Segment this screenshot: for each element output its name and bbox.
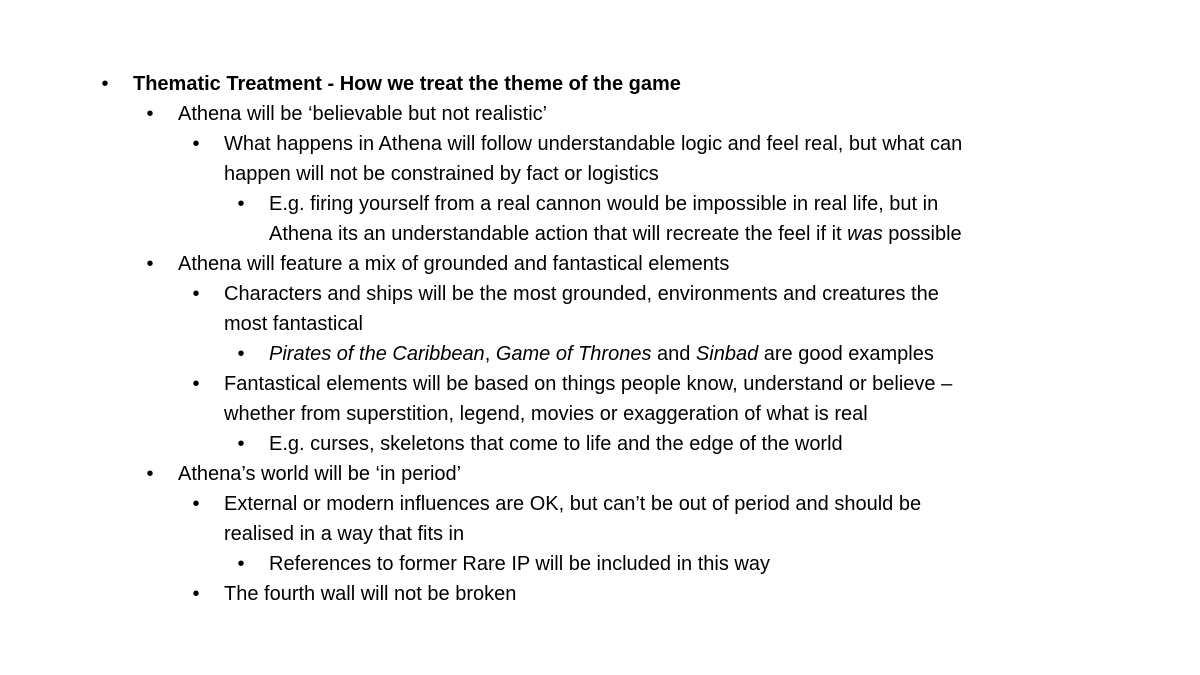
bullet-icon: • — [146, 463, 154, 485]
point-fourth-wall — [92, 579, 1172, 609]
heading-item — [92, 69, 1172, 99]
example-curses — [92, 429, 1172, 459]
bullet-icon: • — [237, 433, 245, 455]
bullet-outline — [92, 69, 1172, 609]
bullet-icon: • — [192, 133, 200, 155]
section-title: Athena’s world will be ‘in period’ — [178, 463, 462, 485]
point-line: The fourth wall will not be broken — [224, 583, 517, 605]
bullet-icon: • — [237, 343, 245, 365]
bullet-icon: • — [192, 583, 200, 605]
bullet-icon: • — [146, 253, 154, 275]
bullet-icon: • — [237, 193, 245, 215]
example-line: E.g. curses, skeletons that come to life and the edge of the world — [269, 433, 843, 455]
point-grounded — [92, 279, 1172, 339]
bullet-icon: • — [237, 553, 245, 575]
example-line-1: E.g. firing yourself from a real cannon would be impossible in real life, but in — [269, 193, 939, 215]
point-line-2: whether from superstition, legend, movies or exaggeration of what is real — [224, 403, 868, 425]
example-text: Athena its an understandable action that will recreate the feel if it — [269, 223, 848, 245]
example-line: References to former Rare IP will be included in this way — [269, 553, 770, 575]
separator-text: , — [484, 343, 496, 365]
section-grounded-fantastical — [92, 249, 1172, 279]
point-line-1: Fantastical elements will be based on things people know, understand or believe – — [224, 373, 953, 395]
section-title: Athena will feature a mix of grounded and fantastical elements — [178, 253, 730, 275]
heading-text: Thematic Treatment - How we treat the theme of the game — [133, 73, 681, 95]
point-logic — [92, 129, 1172, 189]
point-line-1: External or modern influences are OK, but can’t be out of period and should be — [224, 493, 922, 515]
bullet-icon: • — [192, 373, 200, 395]
point-line-1: What happens in Athena will follow understandable logic and feel real, but what can — [224, 133, 963, 155]
point-line-1: Characters and ships will be the most grounded, environments and creatures the — [224, 283, 939, 305]
example-line — [269, 339, 1172, 369]
example-text-end: possible — [882, 223, 962, 245]
example-rare-ip — [92, 549, 1172, 579]
bullet-icon: • — [146, 103, 154, 125]
emphasis-text: was — [847, 223, 883, 245]
example-line-2 — [269, 219, 1172, 249]
title-sinbad: Sinbad — [695, 343, 759, 365]
section-title: Athena will be ‘believable but not realistic’ — [178, 103, 548, 125]
conjunction-text: and — [651, 343, 696, 365]
section-believable — [92, 99, 1172, 129]
point-fantastical — [92, 369, 1172, 429]
example-text-end: are good examples — [758, 343, 934, 365]
bullet-icon: • — [192, 283, 200, 305]
bullet-icon: • — [101, 73, 109, 95]
point-influences — [92, 489, 1172, 549]
bullet-icon: • — [192, 493, 200, 515]
section-in-period — [92, 459, 1172, 489]
title-thrones: Game of Thrones — [495, 343, 652, 365]
point-line-2: happen will not be constrained by fact or logistics — [224, 163, 659, 185]
point-line-2: most fantastical — [224, 313, 363, 335]
example-cannon — [92, 189, 1172, 249]
point-line-2: realised in a way that fits in — [224, 523, 465, 545]
example-references — [92, 339, 1172, 369]
title-pirates: Pirates of the Caribbean — [269, 343, 485, 365]
